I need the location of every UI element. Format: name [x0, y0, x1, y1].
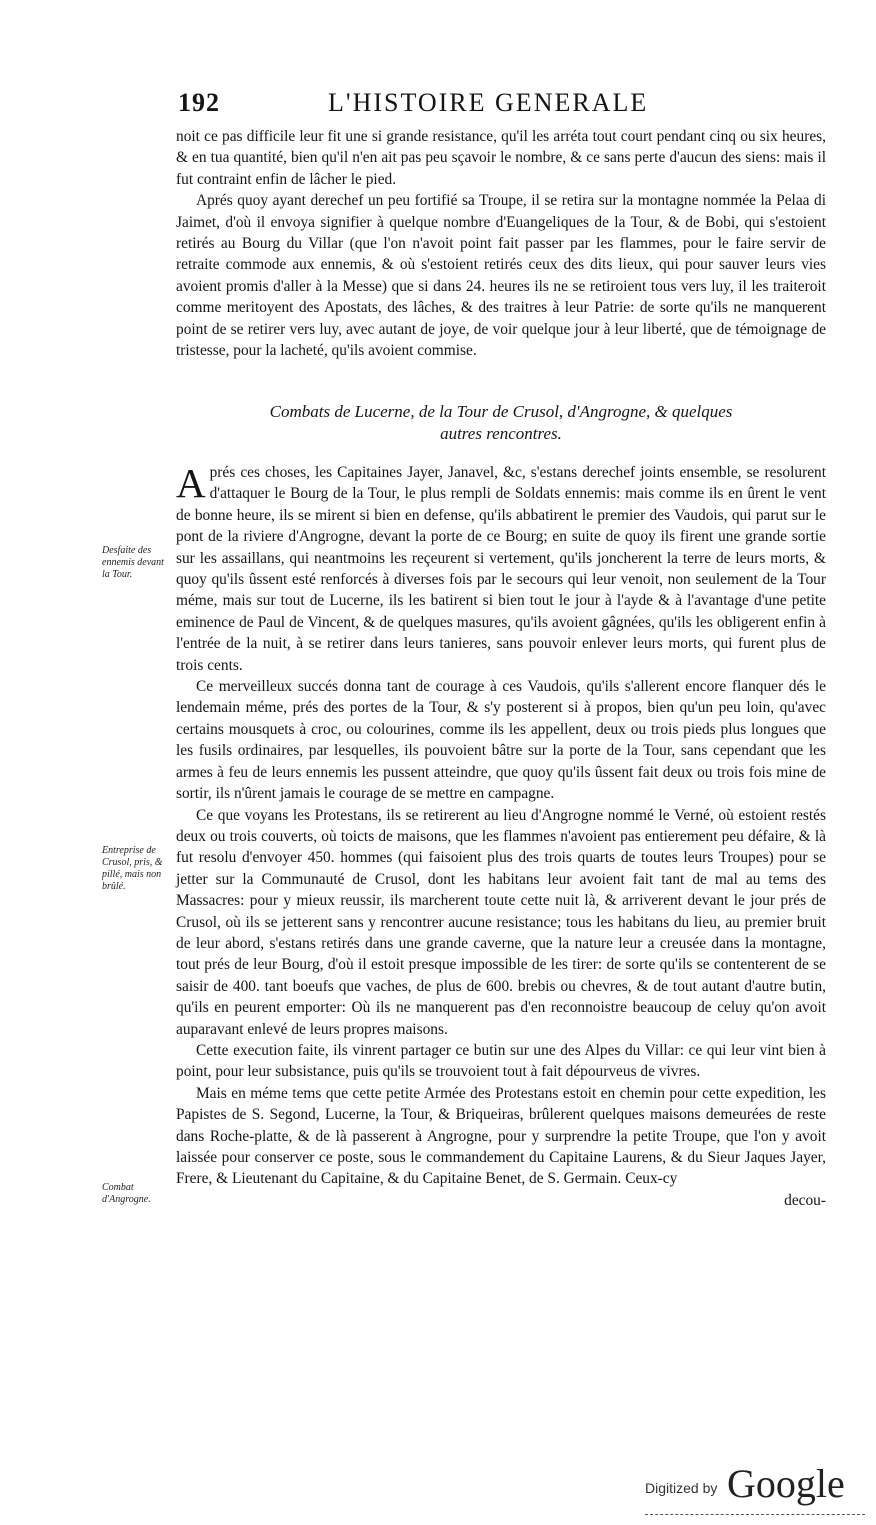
paragraph: Ce que voyans les Protestans, ils se retirerent au lieu d'Angrogne nommé le Verné, où estoient restés deux ou trois couverts, où toicts de maisons, que les flammes n'avoient pas entierement peu défaire, & là fut resolu d'envoyer 450. hommes (qui faisoient plus des trois quarts de toutes leurs Troupes) pour se jetter sur la Communauté de Crusol, dont les habitans leur avoient fait tant de mal au tems des Massacres: pour y mieux reussir, ils marcherent toute cette nuit là, & arriverent devant le jour prés de Crusol, où ils se jetterent sans y rencontrer aucune resistance; tous les habitans du lieu, au premier bruit de leur abord, s'estans retirés dans une grande caverne, que la nature leur a creusée dans la montagne, tout prés de leur Bourg, d'où il estoit presque impossible de les tirer: de sorte qu'ils se contenterent de se saisir de 400. tant boeufs que vaches, de plus de 600. brebis ou chevres, & de tout autant d'autre butin, qu'ils en peurent emporter: Où ils ne manquerent pas d'en reconnoistre beaucoup de celuy qu'on avoit auparavant enlevé de leurs propres maisons.: [176, 806, 826, 1038]
section-title: [176, 401, 826, 445]
paragraph: noit ce pas difficile leur fit une si grande resistance, qu'il les arréta tout court pendant cinq ou six heures, & en tua quantité, bien qu'il n'en ait pas peu sçavoir le nombre, & ce sans perte d'aucun des siens: mais il fut contraint enfin de lâcher le pied.: [176, 128, 826, 188]
body-text-section: [176, 462, 826, 1211]
section-title-line2: autres rencontres.: [440, 424, 562, 443]
drop-cap: A: [176, 460, 206, 506]
section-title-line1: Combats de Lucerne, de la Tour de Crusol, d'Angrogne, & quelques: [269, 402, 733, 421]
catchword: decou-: [784, 1191, 826, 1209]
google-logo: Google: [727, 1461, 845, 1506]
digitized-by-text: Digitized by: [645, 1480, 718, 1496]
divider: [645, 1514, 865, 1515]
margin-note: Desfaite des ennemis devant la Tour.: [102, 545, 164, 580]
paragraph: Ce merveilleux succés donna tant de courage à ces Vaudois, qu'ils s'allerent encore flanquer dés le lendemain méme, prés des portes de la Tour, & s'y posterent si à propos, bien qu'un peu loin, qu'avec certains mousquets à croc, ou colourines, comme ils les appellent, deux ou trois pieds plus longues que les fusils ordinaires, par lesquelles, ils pouvoient bâtre sur la porte de la Tour, sans cependant que les armes à feu de leurs ennemis les pussent atteindre, que quoy qu'ils ûssent fait deux ou trois fois mine de sortir, ils n'ûrent jamais le courage de se mettre en campagne.: [176, 678, 826, 803]
margin-note: Entreprise de Crusol, pris, & pillé, mais non brûlé.: [102, 845, 163, 892]
body-text-top: [176, 126, 826, 361]
page-header: [178, 88, 828, 128]
paragraph: Cette execution faite, ils vinrent partager ce butin sur une des Alpes du Villar: ce qui leur vint bien à point, pour leur subsistance, puis qu'ils se trouvoient tout à fait dépourveus de vivres.: [176, 1041, 826, 1081]
page-number: 192: [178, 88, 220, 117]
margin-note: Combat d'Angrogne.: [102, 1182, 151, 1205]
paragraph-text: prés ces choses, les Capitaines Jayer, Janavel, &c, s'estans derechef joints ensemble, se resolurent d'attaquer le Bourg de la Tour, le plus rempli de Soldats ennemis: mais comme ils en ûrent le vent de bonne heure, ils se mirent si bien en defense, qu'ils abbatirent le premier des Vaudois, qui parut sur le pont de la riviere d'Angrogne, devant la porte de ce Bourg; en suite de quoy ils firent une grande sortie sur les assaillans, qui neantmoins les reçeurent si vertement, qu'ils joncherent la terre de leurs morts, & quoy qu'ils ûssent esté renforcés à diverses fois par le secours qui leur venoit, non seulement de la Tour méme, mais sur tout de Lucerne, ils les batirent si bien tout le jour à l'ayde & à l'avantage d'une petite eminence de Paul de Vincent, & de quelques masures, qu'ils avoient gâgnées, qu'ils les obligerent enfin à l'entrée de la nuit, à se retirer dans leurs tanieres, sans pouvoir enlever leurs morts, qui furent plus de trois cents.: [176, 464, 826, 674]
google-watermark: [645, 1460, 865, 1510]
paragraph: Aprés quoy ayant derechef un peu fortifié sa Troupe, il se retira sur la montagne nommée la Pelaa di Jaimet, d'où il envoya signifier à quelque nombre d'Euangeliques de la Tour, & de Bobi, qui s'estoient retirés au Bourg du Villar (que l'on n'avoit point fait passer par les flammes, pour le faire servir de retraite commode aux ennemis, & où s'estoient retirés ceux des dits lieux, qui pour sauver leurs vies avoient promis d'aller à la Messe) que si dans 24. heures ils ne se retiroient tous vers luy, il les traiteroit comme meritoyent des Apostats, des lâches, & des traitres à leur Patrie: de sorte qu'ils ne manquerent point de se retirer vers luy, avec autant de joye, de voir quelque jour à leur liberté, que de témoignage de tristesse, pour la lacheté, qu'ils avoient commise.: [176, 192, 826, 360]
running-head: L'HISTOIRE GENERALE: [328, 88, 649, 117]
paragraph-with-drop-cap: [176, 462, 826, 676]
paragraph: Mais en méme tems que cette petite Armée des Protestans estoit en chemin pour cette expedition, les Papistes de S. Segond, Lucerne, la Tour, & Briqueiras, brûlerent quelques maisons demeurées de reste dans Roche-platte, & de là passerent à Angrogne, pour y surprendre la petite Troupe, que l'on y avoit laissée pour conserver ce poste, sous le commandement du Capitaine Laurens, & du Sieur Jaques Jayer, Frere, & Lieutenant du Capitaine, & du Capitaine Benet, de S. Germain. Ceux-cy: [176, 1084, 826, 1188]
